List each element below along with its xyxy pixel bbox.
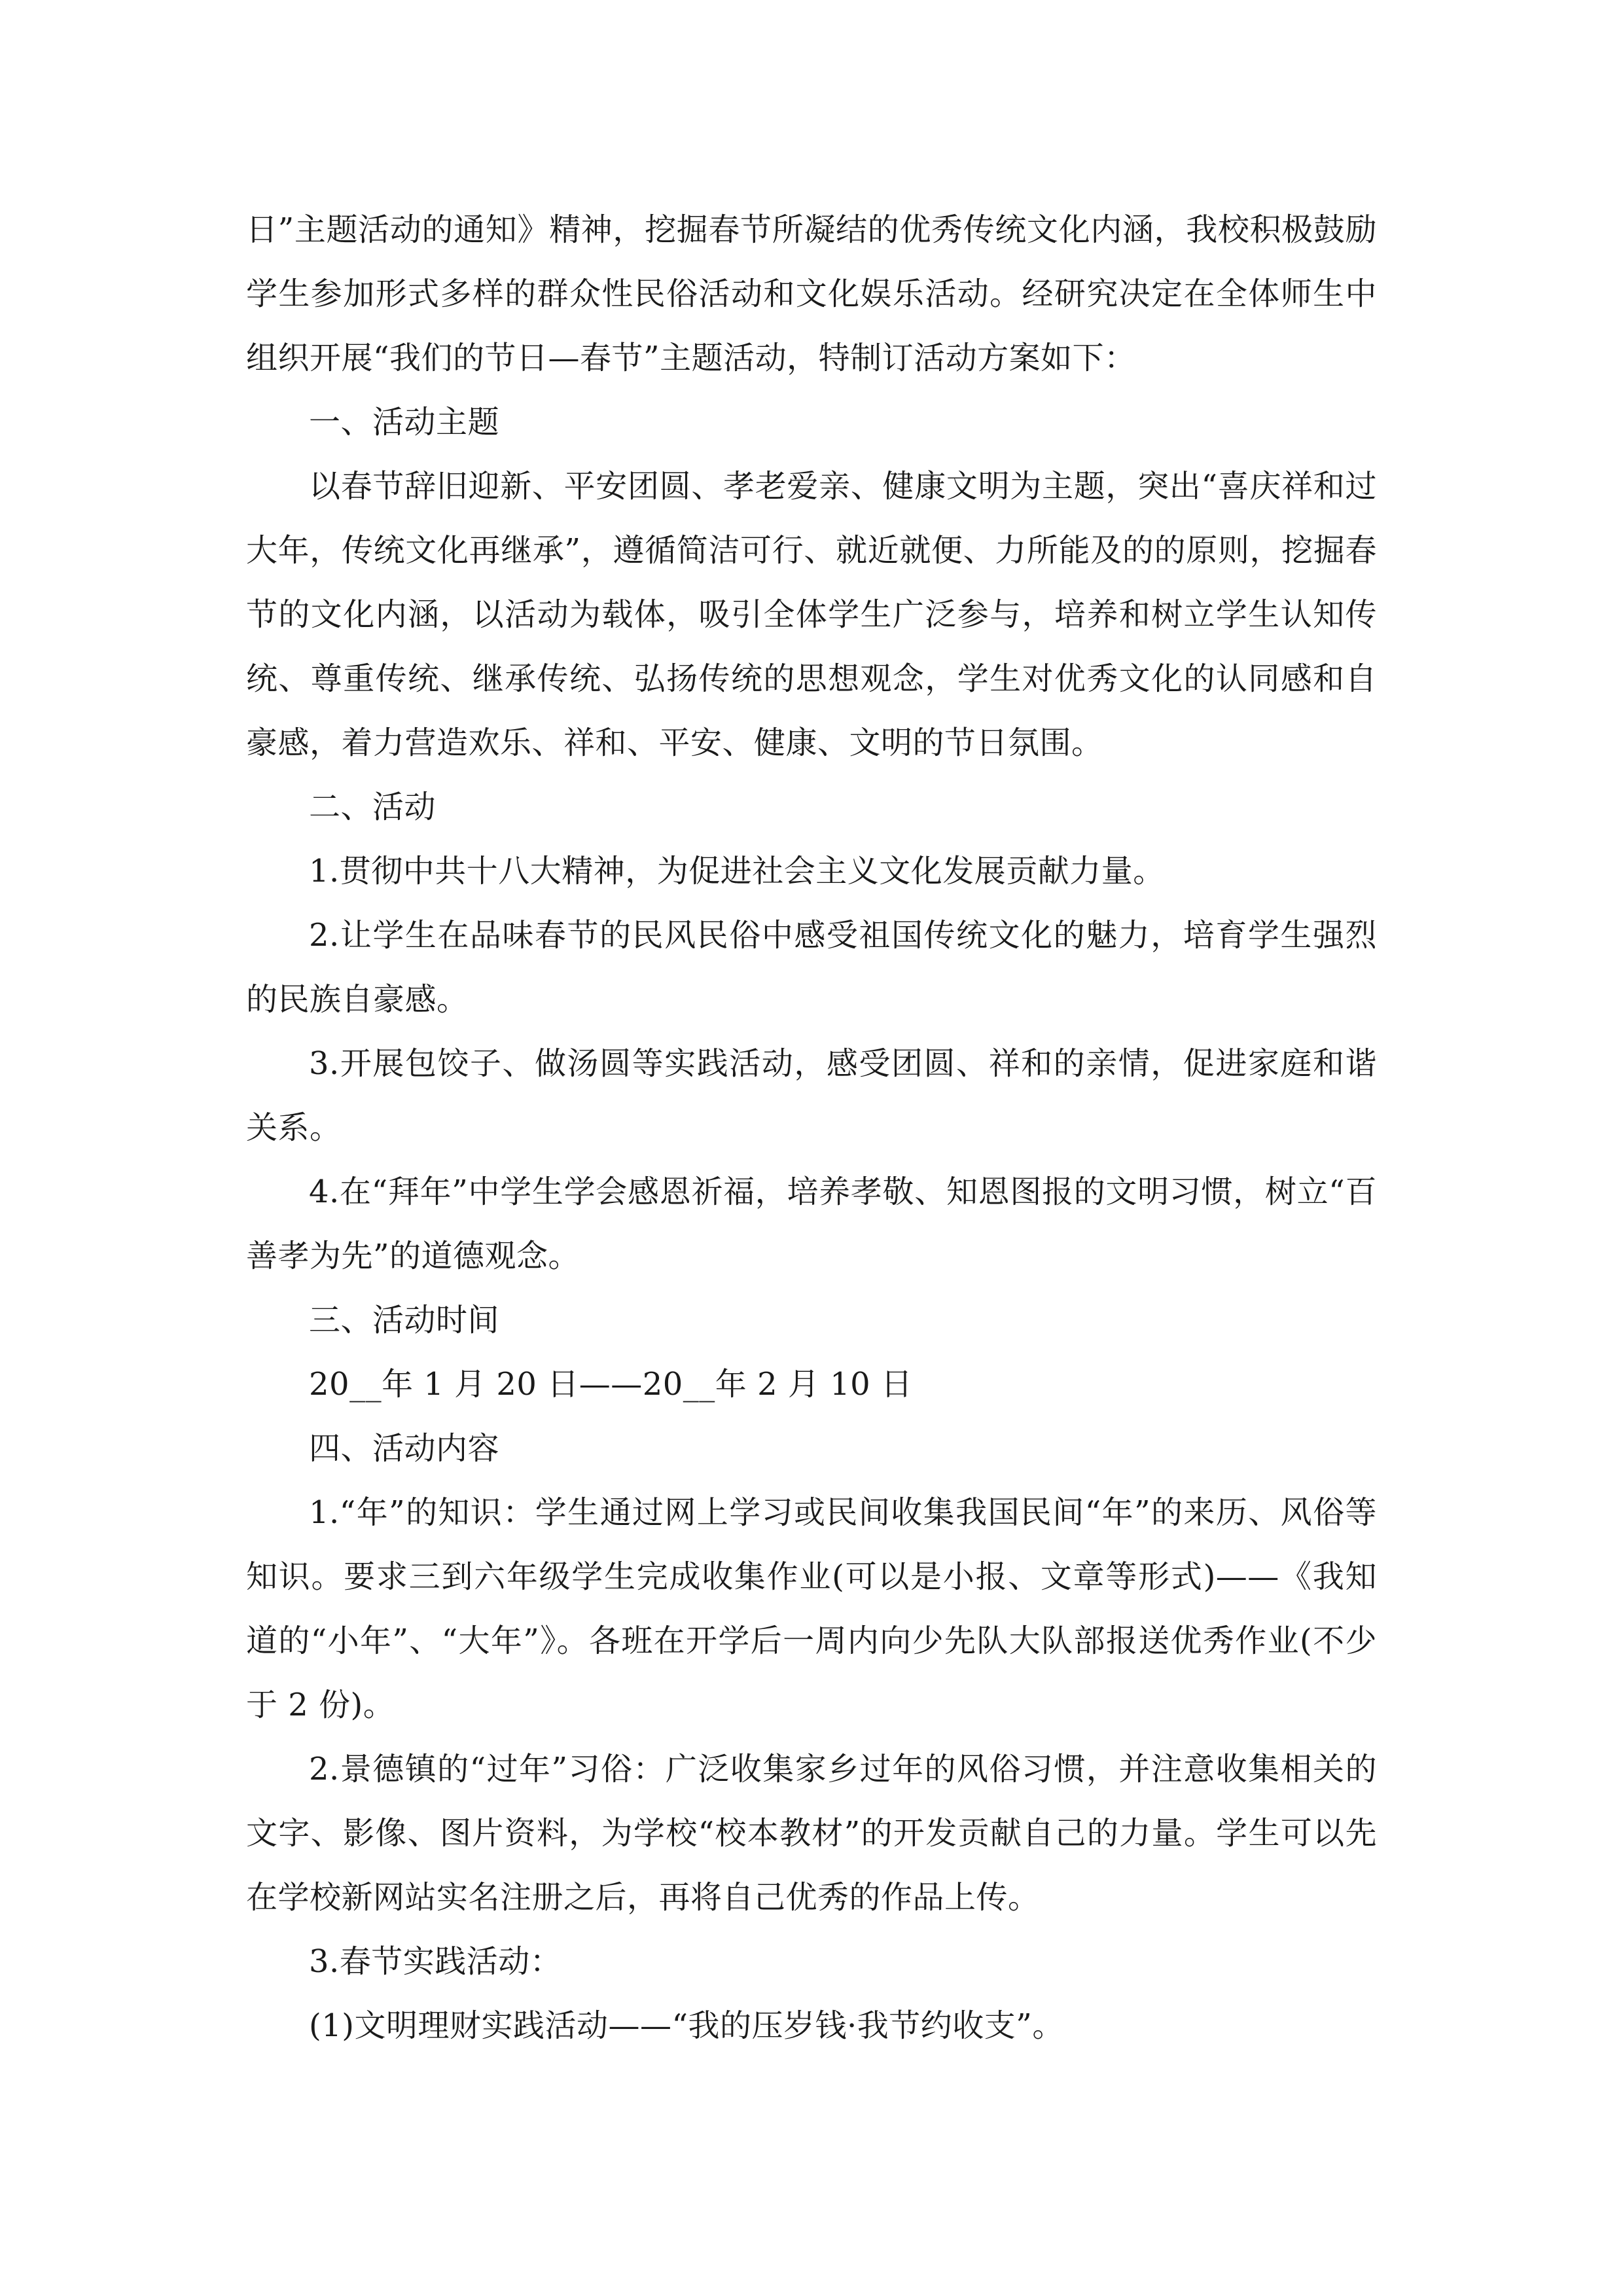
section-heading-content: 四、活动内容 [309, 1430, 500, 1467]
section-heading-theme: 一、活动主题 [309, 404, 500, 440]
activity-item-4: 4.在“拜年”中学生学会感恩祈福，培养孝敬、知恩图报的文明习惯，树立“百善孝为先”的道德观念。 [246, 1174, 1377, 1274]
theme-paragraph: 以春节辞旧迎新、平安团圆、孝老爱亲、健康文明为主题，突出“喜庆祥和过大年，传统文化再继承”，遵循简洁可行、就近就便、力所能及的的原则，挖掘春节的文化内涵，以活动为载体，吸引全体学生广泛参与，培养和树立学生认知传统、尊重传统、继承传统、弘扬传统的思想观念，学生对优秀文化的认同感和自豪感，着力营造欢乐、祥和、平安、健康、文明的节日氛围。 [246, 468, 1377, 761]
time-range: 20__年 1 月 20 日——20__年 2 月 10 日 [309, 1366, 913, 1403]
content-item-2: 2.景德镇的“过年”习俗：广泛收集家乡过年的风俗习惯，并注意收集相关的文字、影像、图片资料，为学校“校本教材”的开发贡献自己的力量。学生可以先在学校新网站实名注册之后，再将自己优秀的作品上传。 [246, 1751, 1377, 1916]
content-item-1: 1.“年”的知识：学生通过网上学习或民间收集我国民间“年”的来历、风俗等知识。要求三到六年级学生完成收集作业(可以是小报、文章等形式)——《我知道的“小年”、“大年”》。各班在开学后一周内向少先队大队部报送优秀作业(不少于 2 份)。 [246, 1494, 1377, 1723]
section-heading-time: 三、活动时间 [309, 1302, 500, 1338]
section-heading-activity: 二、活动 [309, 789, 437, 825]
document-body [246, 198, 1377, 2058]
content-subitem-1: (1)文明理财实践活动——“我的压岁钱·我节约收支”。 [309, 2007, 1064, 2044]
activity-item-1: 1.贯彻中共十八大精神，为促进社会主义文化发展贡献力量。 [309, 853, 1165, 889]
activity-item-2: 2.让学生在品味春节的民风民俗中感受祖国传统文化的魅力，培育学生强烈的民族自豪感。 [246, 917, 1377, 1018]
intro-paragraph: 日”主题活动的通知》精神，挖掘春节所凝结的优秀传统文化内涵，我校积极鼓励学生参加形式多样的群众性民俗活动和文化娱乐活动。经研究决定在全体师生中组织开展“我们的节日—春节”主题活动，特制订活动方案如下： [246, 211, 1377, 376]
activity-item-3: 3.开展包饺子、做汤圆等实践活动，感受团圆、祥和的亲情，促进家庭和谐关系。 [246, 1045, 1377, 1146]
content-item-3: 3.春节实践活动： [309, 1943, 562, 1980]
